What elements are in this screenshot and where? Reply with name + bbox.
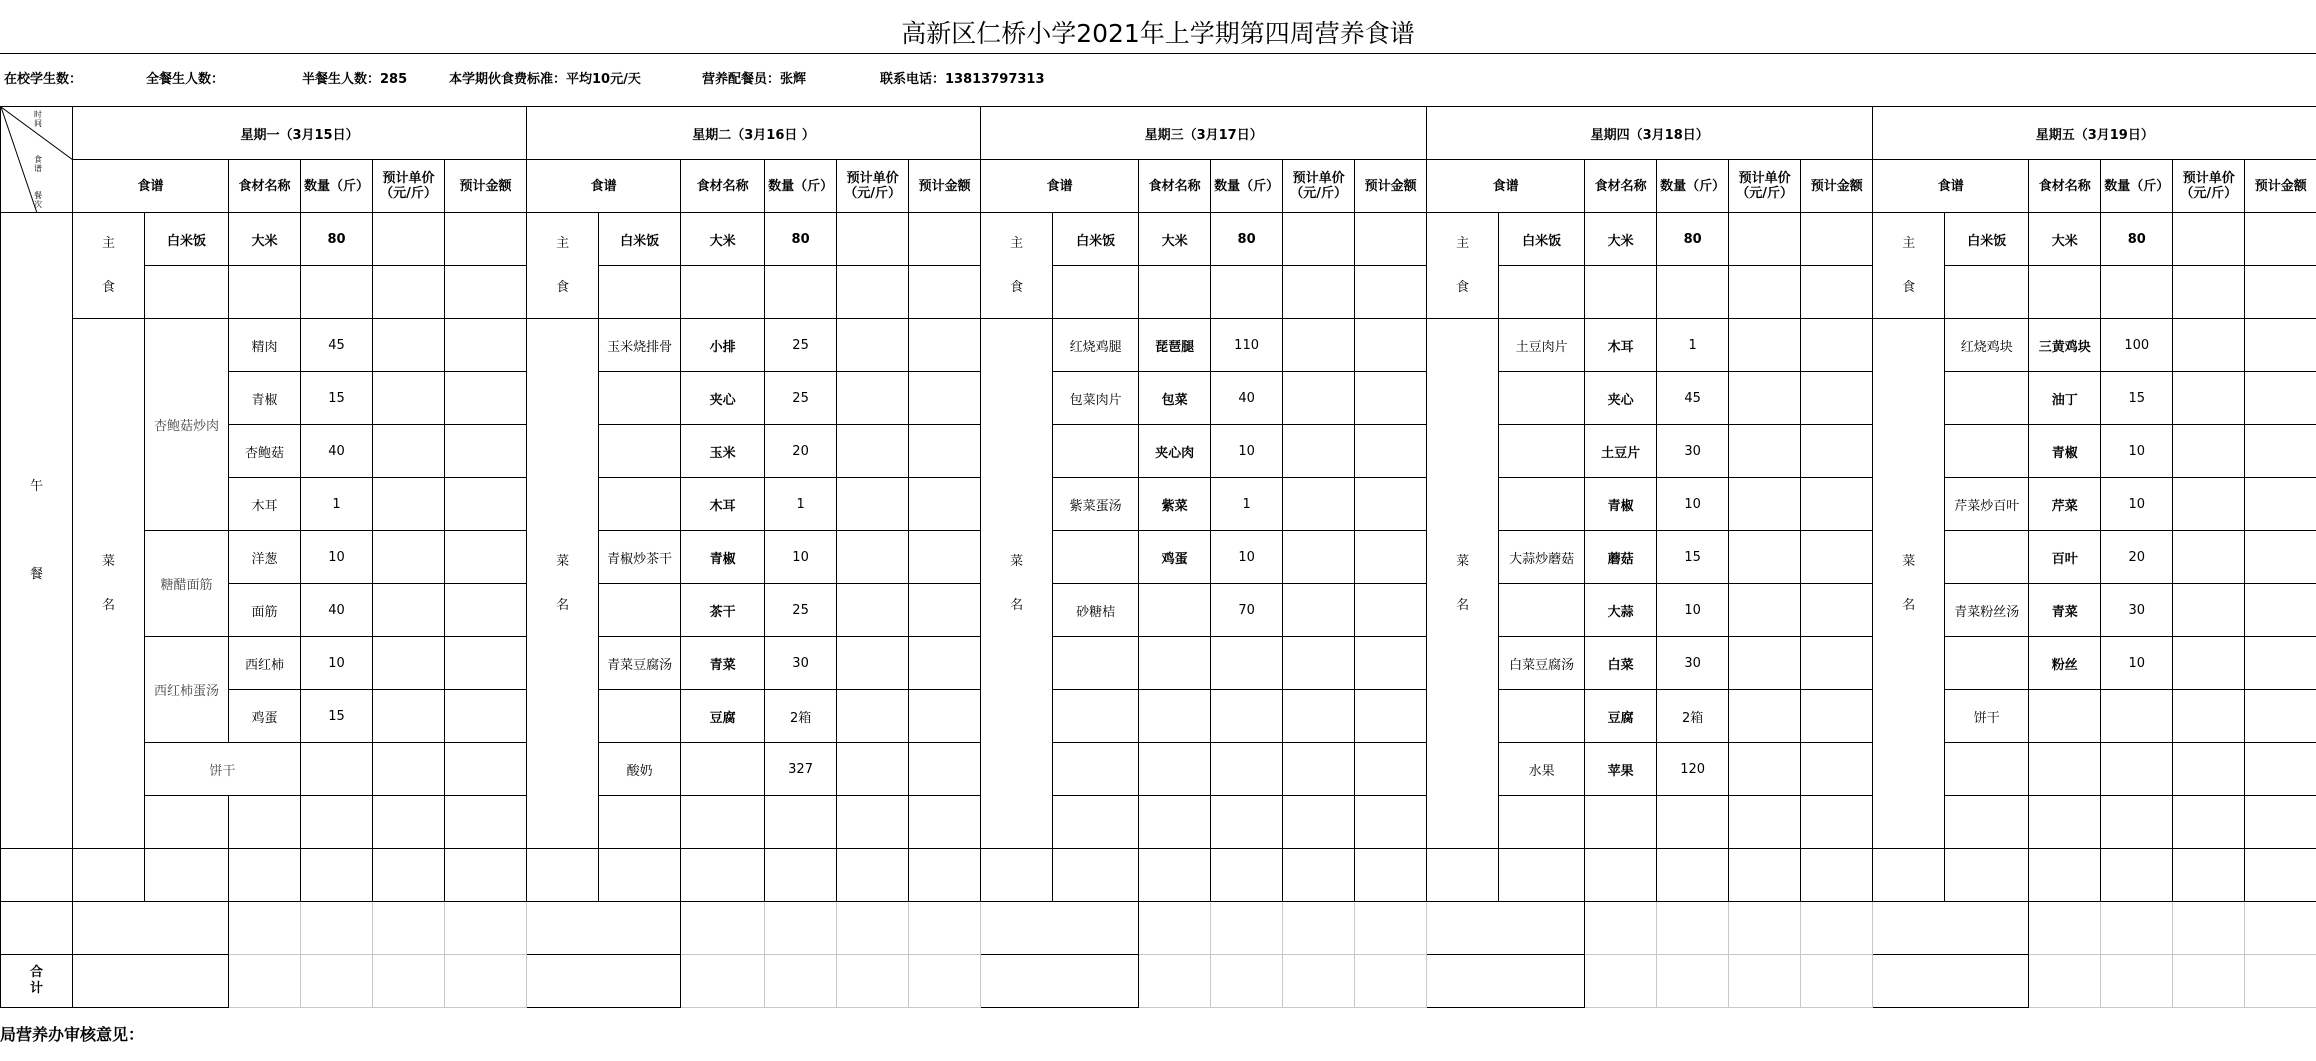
sub-header-amount: 预计金额	[445, 160, 527, 213]
tue-qty: 25	[765, 584, 837, 637]
fri-qty: 100	[2101, 319, 2173, 372]
mon-ingredient: 面筋	[229, 584, 301, 637]
page-title: 高新区仁桥小学2021年上学期第四周营养食谱	[901, 19, 1415, 48]
wed-ingredient: 紫菜	[1139, 478, 1211, 531]
tue-dish	[599, 478, 681, 531]
fri-dish: 红烧鸡块	[1945, 319, 2029, 372]
mon-dish: 杏鲍菇炒肉	[145, 319, 229, 531]
fri-dish	[1945, 637, 2029, 690]
mon-qty: 40	[301, 584, 373, 637]
sub-header-qty: 数量（斤）	[1211, 160, 1283, 213]
divider	[0, 53, 2316, 54]
staple-qty: 80	[2101, 213, 2173, 266]
wed-ingredient	[1139, 584, 1211, 637]
fri-ingredient: 青菜	[2029, 584, 2101, 637]
staple-dish: 白米饭	[1499, 213, 1585, 266]
dish-label: 菜 名	[1427, 319, 1499, 849]
fri-ingredient: 三黄鸡块	[2029, 319, 2101, 372]
wed-dish: 砂糖桔	[1053, 584, 1139, 637]
mon-qty: 15	[301, 372, 373, 425]
tue-ingredient: 木耳	[681, 478, 765, 531]
mon-qty: 15	[301, 690, 373, 743]
wed-dish	[1053, 531, 1139, 584]
sub-header-price: 预计单价（元/斤）	[1283, 160, 1355, 213]
wed-qty: 10	[1211, 425, 1283, 478]
wed-qty: 10	[1211, 531, 1283, 584]
total-label: 合 计	[1, 955, 73, 1008]
tue-ingredient: 豆腐	[681, 690, 765, 743]
meal-label-lunch	[1, 213, 73, 849]
tue-dish: 玉米烧排骨	[599, 319, 681, 372]
staple-qty: 80	[1211, 213, 1283, 266]
sub-header-price: 预计单价（元/斤）	[837, 160, 909, 213]
half-meal-count: 半餐生人数：285	[302, 72, 408, 87]
full-meal-count: 全餐生人数：	[146, 72, 225, 87]
mon-ingredient: 洋葱	[229, 531, 301, 584]
tue-ingredient: 玉米	[681, 425, 765, 478]
day-header-wed: 星期三（3月17日）	[981, 107, 1427, 160]
sub-header-ingredient: 食材名称	[2029, 160, 2101, 213]
thu-qty: 2箱	[1657, 690, 1729, 743]
mon-qty: 45	[301, 319, 373, 372]
fee-standard: 本学期伙食费标准：平均10元/天	[449, 72, 641, 87]
fri-ingredient: 青椒	[2029, 425, 2101, 478]
tue-dish: 酸奶	[599, 743, 681, 796]
staple-dish: 白米饭	[1945, 213, 2029, 266]
sub-header-amount: 预计金额	[1355, 160, 1427, 213]
fri-qty: 10	[2101, 637, 2173, 690]
day-header-mon: 星期一（3月15日）	[73, 107, 527, 160]
mon-dish: 西红柿蛋汤	[145, 637, 229, 743]
review-comment-label: 局营养办审核意见：	[0, 1025, 145, 1044]
dish-label: 菜 名	[73, 319, 145, 849]
mon-qty: 10	[301, 531, 373, 584]
sub-header-recipe: 食谱	[981, 160, 1139, 213]
thu-ingredient: 青椒	[1585, 478, 1657, 531]
sub-header-price: 预计单价（元/斤）	[373, 160, 445, 213]
lunch-char-2: 餐	[29, 566, 43, 582]
staple-qty: 80	[1657, 213, 1729, 266]
tue-qty: 20	[765, 425, 837, 478]
mon-ingredient: 青椒	[229, 372, 301, 425]
tue-ingredient: 青菜	[681, 637, 765, 690]
wed-dish: 红烧鸡腿	[1053, 319, 1139, 372]
tue-dish	[599, 584, 681, 637]
staple-dish: 白米饭	[1053, 213, 1139, 266]
thu-ingredient: 土豆片	[1585, 425, 1657, 478]
sub-header-recipe: 食谱	[73, 160, 229, 213]
student-count: 在校学生数：	[4, 72, 83, 87]
thu-dish: 水果	[1499, 743, 1585, 796]
sub-header-qty: 数量（斤）	[301, 160, 373, 213]
staple-label: 主 食	[1873, 213, 1945, 319]
sub-header-ingredient: 食材名称	[229, 160, 301, 213]
thu-dish: 白菜豆腐汤	[1499, 637, 1585, 690]
thu-dish	[1499, 690, 1585, 743]
corner-label-time: 时间	[34, 110, 42, 128]
wed-ingredient: 鸡蛋	[1139, 531, 1211, 584]
mon-qty: 1	[301, 478, 373, 531]
tue-qty: 10	[765, 531, 837, 584]
thu-qty: 1	[1657, 319, 1729, 372]
sub-header-amount: 预计金额	[909, 160, 981, 213]
lunch-char-1: 午	[29, 478, 43, 494]
mon-ingredient: 鸡蛋	[229, 690, 301, 743]
thu-dish	[1499, 584, 1585, 637]
tue-qty: 25	[765, 319, 837, 372]
corner-label-meal: 餐次	[34, 191, 42, 209]
tue-ingredient: 夹心	[681, 372, 765, 425]
fri-qty: 10	[2101, 425, 2173, 478]
thu-dish	[1499, 478, 1585, 531]
thu-ingredient: 夹心	[1585, 372, 1657, 425]
thu-qty: 45	[1657, 372, 1729, 425]
staple-label: 主 食	[527, 213, 599, 319]
fri-dish: 饼干	[1945, 690, 2029, 743]
tue-ingredient: 小排	[681, 319, 765, 372]
dish-label: 菜 名	[1873, 319, 1945, 849]
staple-ingredient: 大米	[229, 213, 301, 266]
tue-ingredient: 青椒	[681, 531, 765, 584]
fri-ingredient: 油丁	[2029, 372, 2101, 425]
thu-qty: 120	[1657, 743, 1729, 796]
staple-dish: 白米饭	[599, 213, 681, 266]
wed-ingredient: 夹心肉	[1139, 425, 1211, 478]
staple-dish: 白米饭	[145, 213, 229, 266]
nutritionist: 营养配餐员：张辉	[702, 72, 807, 87]
wed-qty: 70	[1211, 584, 1283, 637]
day-header-fri: 星期五（3月19日）	[1873, 107, 2316, 160]
dish-label: 菜 名	[981, 319, 1053, 849]
thu-qty: 10	[1657, 584, 1729, 637]
mon-ingredient: 木耳	[229, 478, 301, 531]
fri-dish	[1945, 372, 2029, 425]
wed-qty: 40	[1211, 372, 1283, 425]
staple-ingredient: 大米	[681, 213, 765, 266]
fri-qty: 20	[2101, 531, 2173, 584]
tue-qty: 327	[765, 743, 837, 796]
tue-qty: 1	[765, 478, 837, 531]
staple-label: 主 食	[981, 213, 1053, 319]
sub-header-qty: 数量（斤）	[1657, 160, 1729, 213]
fri-qty: 10	[2101, 478, 2173, 531]
tue-dish: 青菜豆腐汤	[599, 637, 681, 690]
staple-ingredient: 大米	[1139, 213, 1211, 266]
mon-ingredient: 西红柿	[229, 637, 301, 690]
sub-header-price: 预计单价（元/斤）	[2173, 160, 2245, 213]
thu-dish	[1499, 372, 1585, 425]
sub-header-recipe: 食谱	[1873, 160, 2029, 213]
fri-qty: 15	[2101, 372, 2173, 425]
corner-label-recipe: 食谱	[34, 155, 42, 173]
tue-dish: 青椒炒茶干	[599, 531, 681, 584]
tue-dish	[599, 372, 681, 425]
tue-dish	[599, 690, 681, 743]
sub-header-ingredient: 食材名称	[681, 160, 765, 213]
fri-ingredient: 百叶	[2029, 531, 2101, 584]
wed-ingredient: 琵琶腿	[1139, 319, 1211, 372]
sub-header-amount: 预计金额	[1801, 160, 1873, 213]
menu-table	[0, 106, 2316, 1008]
staple-qty: 80	[765, 213, 837, 266]
thu-ingredient: 豆腐	[1585, 690, 1657, 743]
thu-ingredient: 白菜	[1585, 637, 1657, 690]
corner-header-cell	[1, 107, 73, 213]
thu-qty: 30	[1657, 637, 1729, 690]
fri-dish	[1945, 425, 2029, 478]
mon-dish: 饼干	[145, 743, 301, 796]
dish-label: 菜 名	[527, 319, 599, 849]
thu-qty: 30	[1657, 425, 1729, 478]
contact-phone: 联系电话：13813797313	[880, 72, 1045, 87]
sub-header-qty: 数量（斤）	[2101, 160, 2173, 213]
mon-dish: 糖醋面筋	[145, 531, 229, 637]
sub-header-recipe: 食谱	[527, 160, 681, 213]
thu-dish: 土豆肉片	[1499, 319, 1585, 372]
tue-ingredient: 茶干	[681, 584, 765, 637]
staple-ingredient: 大米	[2029, 213, 2101, 266]
wed-qty: 110	[1211, 319, 1283, 372]
fri-qty: 30	[2101, 584, 2173, 637]
thu-ingredient: 蘑菇	[1585, 531, 1657, 584]
fri-ingredient: 粉丝	[2029, 637, 2101, 690]
wed-dish: 包菜肉片	[1053, 372, 1139, 425]
staple-label: 主 食	[1427, 213, 1499, 319]
wed-qty: 1	[1211, 478, 1283, 531]
thu-qty: 10	[1657, 478, 1729, 531]
tue-qty: 25	[765, 372, 837, 425]
staple-ingredient: 大米	[1585, 213, 1657, 266]
mon-qty: 40	[301, 425, 373, 478]
mon-qty: 10	[301, 637, 373, 690]
fri-dish: 芹菜炒百叶	[1945, 478, 2029, 531]
staple-label: 主 食	[73, 213, 145, 319]
wed-dish	[1053, 425, 1139, 478]
fri-dish: 青菜粉丝汤	[1945, 584, 2029, 637]
staple-qty: 80	[301, 213, 373, 266]
thu-dish	[1499, 425, 1585, 478]
day-header-tue: 星期二（3月16日 ）	[527, 107, 981, 160]
thu-ingredient: 大蒜	[1585, 584, 1657, 637]
mon-ingredient: 精肉	[229, 319, 301, 372]
sub-header-ingredient: 食材名称	[1139, 160, 1211, 213]
thu-qty: 15	[1657, 531, 1729, 584]
sub-header-amount: 预计金额	[2245, 160, 2316, 213]
sub-header-ingredient: 食材名称	[1585, 160, 1657, 213]
wed-ingredient: 包菜	[1139, 372, 1211, 425]
sub-header-qty: 数量（斤）	[765, 160, 837, 213]
tue-dish	[599, 425, 681, 478]
tue-qty: 30	[765, 637, 837, 690]
fri-ingredient: 芹菜	[2029, 478, 2101, 531]
fri-dish	[1945, 531, 2029, 584]
wed-dish: 紫菜蛋汤	[1053, 478, 1139, 531]
thu-ingredient: 木耳	[1585, 319, 1657, 372]
thu-dish: 大蒜炒蘑菇	[1499, 531, 1585, 584]
day-header-thu: 星期四（3月18日）	[1427, 107, 1873, 160]
tue-qty: 2箱	[765, 690, 837, 743]
sub-header-price: 预计单价（元/斤）	[1729, 160, 1801, 213]
thu-ingredient: 苹果	[1585, 743, 1657, 796]
mon-ingredient: 杏鲍菇	[229, 425, 301, 478]
sub-header-recipe: 食谱	[1427, 160, 1585, 213]
